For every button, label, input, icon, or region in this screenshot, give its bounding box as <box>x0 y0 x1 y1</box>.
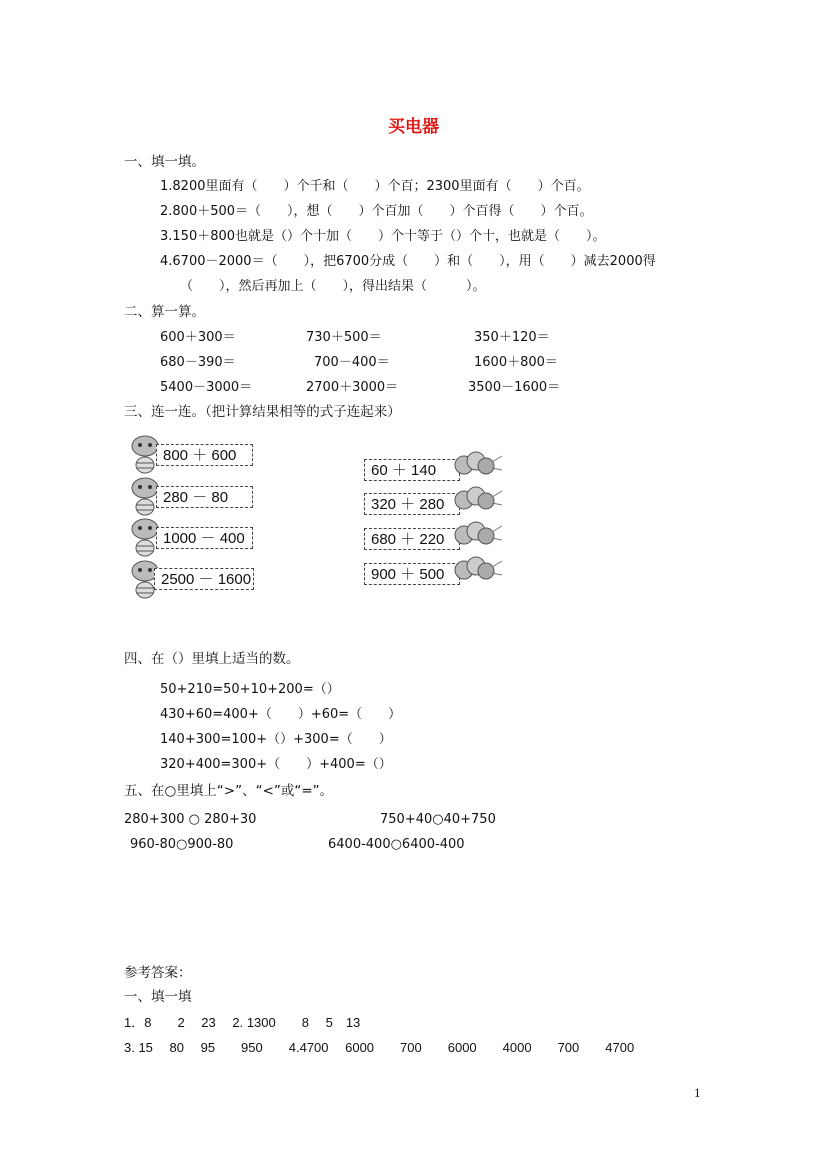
calc-item: 680－390＝ <box>160 355 236 370</box>
right-expression-box: 900 ＋ 500 <box>364 563 460 585</box>
section-5-heading: 五、在○里填上“>”、“<”或“=”。 <box>124 783 334 799</box>
section-2-heading: 二、算一算。 <box>124 304 205 320</box>
calc-item: 350＋120＝ <box>474 330 550 345</box>
answers-heading: 参考答案： <box>124 965 192 981</box>
fill-item-4-continued: （ ），然后再加上（ ），得出结果（ ）。 <box>180 279 486 294</box>
fill-number-item: 50+210=50+10+200=（） <box>160 682 340 697</box>
fill-item-4: 4.6700－2000＝（ ），把6700分成（ ）和（ ），用（ ）减去2000得 <box>160 254 656 269</box>
fill-item-2: 2.800＋500＝（ ），想（ ）个百加（ ）个百得（ ）个百。 <box>160 204 593 219</box>
fill-item-1: 1.8200里面有（ ）个千和（ ）个百；2300里面有（ ）个百。 <box>160 179 590 194</box>
flower-icon <box>452 518 504 552</box>
compare-item: 280+300 ○ 280+30 <box>124 812 257 827</box>
flower-icon <box>452 553 504 587</box>
calc-item: 1600＋800＝ <box>474 355 558 370</box>
fill-item-3: 3.150＋800也就是（）个十加（ ）个十等于（）个十，也就是（ ）。 <box>160 229 606 244</box>
right-expression-box: 60 ＋ 140 <box>364 459 460 481</box>
calc-item: 730＋500＝ <box>306 330 382 345</box>
left-expression-box: 1000 － 400 <box>156 527 253 549</box>
compare-item: 6400-400○6400-400 <box>328 837 465 852</box>
answers-subheading: 一、填一填 <box>124 989 192 1005</box>
section-4-heading: 四、在（）里填上适当的数。 <box>124 651 300 667</box>
compare-item: 960-80○900-80 <box>130 837 234 852</box>
flower-icon <box>452 448 504 482</box>
calc-item: 700－400＝ <box>314 355 390 370</box>
section-1-heading: 一、填一填。 <box>124 154 205 170</box>
left-expression-box: 280 － 80 <box>156 486 253 508</box>
page-title: 买电器 <box>388 117 439 137</box>
left-expression-box: 800 ＋ 600 <box>156 444 253 466</box>
calc-item: 600＋300＝ <box>160 330 236 345</box>
fill-number-item: 320+400=300+（ ）+400=（） <box>160 757 392 772</box>
section-3-heading: 三、连一连。（把计算结果相等的式子连起来） <box>124 404 401 420</box>
right-expression-box: 320 ＋ 280 <box>364 493 460 515</box>
fill-number-item: 430+60=400+（ ）+60=（ ） <box>160 707 402 722</box>
flower-icon <box>452 483 504 517</box>
answers-line-2: 3. 15 80 95 950 4.4700 6000 700 6000 4000 700 4700 <box>124 1040 635 1055</box>
compare-item: 750+40○40+750 <box>380 812 496 827</box>
calc-item: 3500－1600＝ <box>468 380 561 395</box>
answers-line-1: 1．8 2 23 2. 1300 8 5 13 <box>124 1015 361 1030</box>
page-number: 1 <box>694 1085 701 1100</box>
fill-number-item: 140+300=100+（）+300=（ ） <box>160 732 392 747</box>
right-expression-box: 680 ＋ 220 <box>364 528 460 550</box>
calc-item: 5400－3000＝ <box>160 380 253 395</box>
calc-item: 2700＋3000＝ <box>306 380 399 395</box>
left-expression-box: 2500 － 1600 <box>154 568 254 590</box>
